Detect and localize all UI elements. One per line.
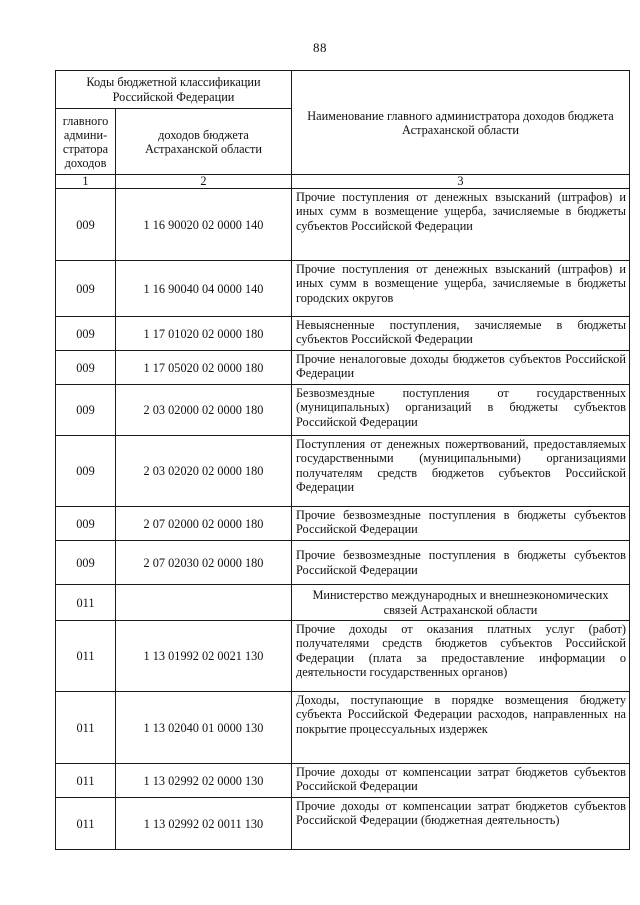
admin-code: 009 — [56, 507, 116, 541]
admin-code: 011 — [56, 692, 116, 764]
income-name: Прочие безвозмездные поступления в бюджеты субъектов Российской Федерации — [292, 507, 630, 541]
admin-code: 009 — [56, 436, 116, 507]
header-num-2: 2 — [116, 175, 292, 189]
admin-code: 011 — [56, 621, 116, 692]
table-row — [56, 798, 630, 850]
header-col2-income: доходов бюджета Астраханской области — [116, 109, 292, 175]
income-name: Невыясненные поступления, зачисляемые в бюджеты субъектов Российской Федерации — [292, 317, 630, 351]
table-row — [56, 385, 630, 436]
table-row — [56, 541, 630, 585]
income-code: 1 13 01992 02 0021 130 — [116, 621, 292, 692]
header-col1-admin: главного админи-стратора доходов — [56, 109, 116, 175]
table-row — [56, 764, 630, 798]
admin-code: 009 — [56, 189, 116, 261]
income-name: Прочие доходы от оказания платных услуг (работ) получателями средств бюджетов субъектов Российской Федерации (плата за предоставление информации о деятельности государственных органов) — [292, 621, 630, 692]
admin-code: 009 — [56, 261, 116, 317]
admin-code: 009 — [56, 351, 116, 385]
income-name: Прочие неналоговые доходы бюджетов субъектов Российской Федерации — [292, 351, 630, 385]
table-row — [56, 351, 630, 385]
income-code: 2 03 02020 02 0000 180 — [116, 436, 292, 507]
admin-code: 009 — [56, 541, 116, 585]
income-name: Прочие доходы от компенсации затрат бюджетов субъектов Российской Федерации (бюджетная деятельность) — [292, 798, 630, 850]
income-name: Прочие поступления от денежных взысканий (штрафов) и иных сумм в возмещение ущерба, зачисляемые в бюджеты городских округов — [292, 261, 630, 317]
income-code: 2 07 02030 02 0000 180 — [116, 541, 292, 585]
table-row — [56, 261, 630, 317]
income-name: Доходы, поступающие в порядке возмещения бюджету субъекта Российской Федерации расходов, направленных на покрытие процессуальных издержек — [292, 692, 630, 764]
table-row — [56, 692, 630, 764]
department-name: Министерство международных и внешнеэкономических связей Астраханской области — [292, 585, 630, 621]
table-row — [56, 585, 630, 621]
table-row — [56, 621, 630, 692]
income-name: Поступления от денежных пожертвований, предоставляемых государственными (муниципальными) организациями получателям средств бюджетов субъектов Российской Федерации — [292, 436, 630, 507]
income-name: Прочие поступления от денежных взысканий (штрафов) и иных сумм в возмещение ущерба, зачисляемые в бюджеты субъектов Российской Федерации — [292, 189, 630, 261]
table-row — [56, 507, 630, 541]
header-num-3: 3 — [292, 175, 630, 189]
income-code: 1 17 05020 02 0000 180 — [116, 351, 292, 385]
income-name: Безвозмездные поступления от государственных (муниципальных) организаций в бюджеты субъектов Российской Федерации — [292, 385, 630, 436]
income-code: 2 03 02000 02 0000 180 — [116, 385, 292, 436]
header-group-label: Коды бюджетной классификации Российской Федерации — [56, 71, 292, 109]
income-code: 1 13 02992 02 0011 130 — [116, 798, 292, 850]
admin-code: 009 — [56, 385, 116, 436]
admin-code: 011 — [56, 798, 116, 850]
table-row — [56, 189, 630, 261]
table-row — [56, 436, 630, 507]
admin-code: 011 — [56, 585, 116, 621]
budget-classification-table — [55, 70, 630, 850]
income-code: 1 16 90040 04 0000 140 — [116, 261, 292, 317]
income-name: Прочие безвозмездные поступления в бюджеты субъектов Российской Федерации — [292, 541, 630, 585]
page-number: 88 — [313, 40, 327, 55]
income-name: Прочие доходы от компенсации затрат бюджетов субъектов Российской Федерации — [292, 764, 630, 798]
income-code — [116, 585, 292, 621]
header-col3-name: Наименование главного администратора доходов бюджета Астраханской области — [292, 71, 630, 175]
table-row — [56, 317, 630, 351]
admin-code: 009 — [56, 317, 116, 351]
income-code: 1 17 01020 02 0000 180 — [116, 317, 292, 351]
income-code: 2 07 02000 02 0000 180 — [116, 507, 292, 541]
income-code: 1 13 02992 02 0000 130 — [116, 764, 292, 798]
admin-code: 011 — [56, 764, 116, 798]
income-code: 1 16 90020 02 0000 140 — [116, 189, 292, 261]
income-code: 1 13 02040 01 0000 130 — [116, 692, 292, 764]
header-num-1: 1 — [56, 175, 116, 189]
